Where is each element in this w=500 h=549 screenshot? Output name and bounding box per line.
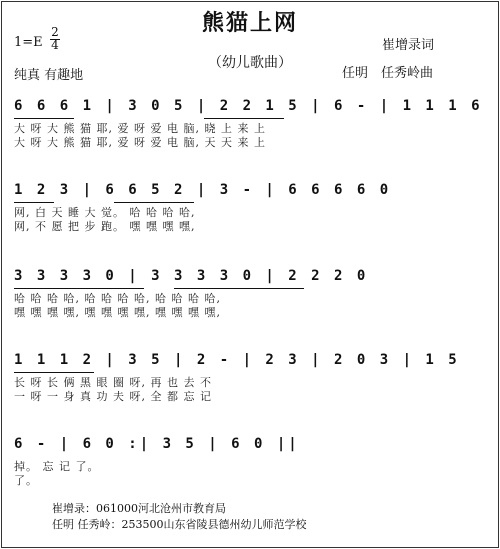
lyrics-verse-1: 网, 白 天 睡 大 觉。 哈 哈 哈 哈, (14, 206, 196, 219)
lyrics-verse-1: 大 呀 大 熊 猫 耶, 爱 呀 爱 电 脑, 晓 上 来 上 (14, 122, 266, 135)
lyrics-verse-1: 长 呀 长 俩 黑 眼 圈 呀, 再 也 去 不 (14, 376, 212, 389)
footer-address-2: 任明 任秀岭：253500山东省陵县德州幼儿师范学校 (52, 518, 307, 531)
notes-line: 1 1 1 2 | 3 5 | 2 - | 2 3 | 2 0 3 | 1 5 (14, 352, 460, 368)
meter-top: 2 (51, 25, 59, 39)
time-signature (50, 27, 60, 51)
meter-bottom: 4 (51, 38, 59, 52)
lyrics-verse-2: 了。 (14, 474, 38, 487)
expression-mark: 纯真 有趣地 (14, 68, 84, 83)
lyrics-verse-2: 大 呀 大 熊 猫 耶, 爱 呀 爱 电 脑, 天 天 来 上 (14, 136, 266, 149)
song-subtitle: （幼儿歌曲） (208, 55, 292, 71)
notes-line: 3 3 3 3 0 | 3 3 3 3 0 | 2 2 2 0 (14, 268, 369, 284)
notes-line: 6 - | 6 0 :| 3 5 | 6 0 || (14, 436, 300, 452)
song-title: 熊猫上网 (201, 10, 298, 36)
notes-line: 6 6 6 1 | 3 0 5 | 2 2 1 5 | 6 - | 1 1 1 6 (14, 98, 483, 114)
lyrics-verse-2: 一 呀 一 身 真 功 夫 呀, 全 都 忘 记 (14, 390, 212, 403)
key-signature (14, 35, 43, 50)
lyrics-verse-2: 网, 不 愿 把 步 跑。 嘿 嘿 嘿 嘿, (14, 220, 196, 233)
notes-line: 1 2 3 | 6 6 5 2 | 3 - | 6 6 6 6 0 (14, 182, 392, 198)
lyrics-verse-1: 掉。 忘 记 了。 (14, 460, 100, 473)
lyrics-verse-1: 哈 哈 哈 哈, 哈 哈 哈 哈, 哈 哈 哈 哈, (14, 292, 221, 305)
composer-credit: 任明 任秀岭曲 (342, 66, 434, 81)
lyrics-verse-2: 嘿 嘿 嘿 嘿, 嘿 嘿 嘿 嘿, 嘿 嘿 嘿 嘿, (14, 306, 221, 319)
lyricist-credit: 崔增录词 (382, 38, 435, 53)
key-label: 1=E (14, 35, 43, 50)
footer-address-1: 崔增录：061000河北沧州市教育局 (52, 502, 226, 515)
